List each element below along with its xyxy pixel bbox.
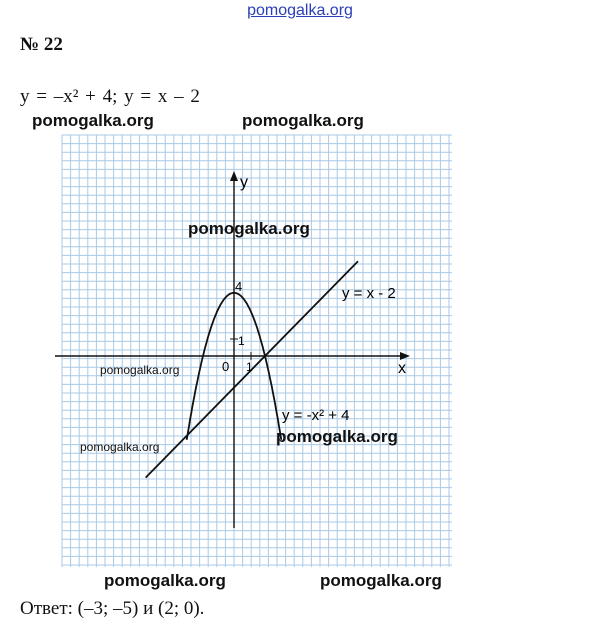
watermark: pomogalka.org — [104, 571, 226, 590]
watermark: pomogalka.org — [100, 363, 180, 377]
origin-label: 0 — [222, 359, 230, 374]
parabola-equation-label: y = -x² + 4 — [282, 407, 350, 424]
watermark: pomogalka.org — [276, 427, 398, 446]
watermark: pomogalka.org — [320, 571, 442, 590]
vertex-label: 4 — [235, 279, 243, 294]
grid-paper — [62, 135, 452, 567]
equations: y = –x² + 4; y = x – 2 — [20, 86, 200, 107]
watermark: pomogalka.org — [242, 111, 364, 130]
tick-x-label: 1 — [246, 360, 253, 374]
tick-y-label: 1 — [238, 334, 245, 348]
site-link[interactable]: pomogalka.org — [247, 2, 353, 19]
axis-y-label: y — [240, 174, 248, 191]
watermark: pomogalka.org — [80, 440, 160, 454]
axis-x-label: x — [398, 360, 406, 377]
y-axis-arrow — [230, 171, 238, 181]
answer: Ответ: (–3; –5) и (2; 0). — [20, 598, 205, 619]
watermark: pomogalka.org — [32, 111, 154, 130]
task-number: № 22 — [20, 34, 63, 55]
line-equation-label: y = x - 2 — [342, 285, 396, 302]
watermark: pomogalka.org — [188, 219, 310, 238]
